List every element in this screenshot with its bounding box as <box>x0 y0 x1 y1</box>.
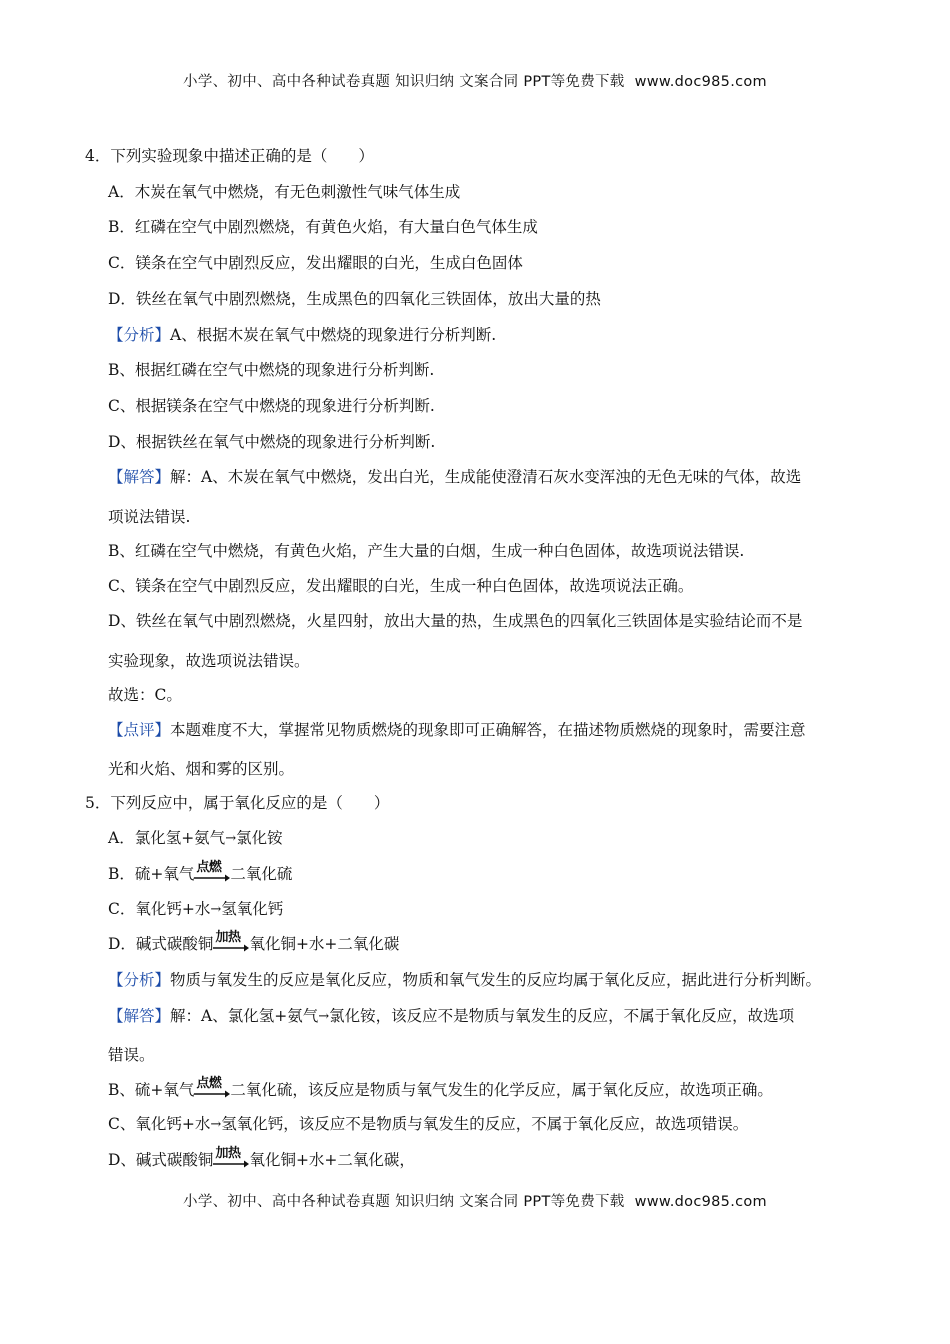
footer-text: 小学、初中、高中各种试卷真题 知识归纳 文案合同 PPT等免费下载 <box>183 1194 625 1210</box>
q4-option-a: A．木炭在氧气中燃烧，有无色刺激性气味气体生成 <box>108 183 461 201</box>
q4-answer-6: 实验现象，故选项说法错误。 <box>108 652 310 670</box>
q5-option-a <box>108 828 283 849</box>
long-arrow-icon <box>194 872 230 884</box>
q4-analysis-b: B、根据红磷在空气中燃烧的现象进行分析判断. <box>108 361 435 379</box>
q5-stem: 5．下列反应中，属于氧化反应的是（ ） <box>85 794 390 812</box>
arrow-icon: → <box>210 1117 222 1132</box>
q5-analysis: 物质与氧发生的反应是氧化反应，物质和氧气发生的反应均属于氧化反应，据此进行分析判断。 <box>170 971 822 989</box>
q5-answer-a-left: 解：A、氯化氢+氨气 <box>170 1007 319 1025</box>
page-footer <box>0 1190 950 1211</box>
q4-answer-line <box>108 467 801 487</box>
analysis-tag: 【分析】 <box>108 326 171 344</box>
q5-answer-d <box>108 1146 415 1170</box>
q4-comment-line <box>108 720 806 740</box>
analysis-tag: 【分析】 <box>108 971 171 989</box>
q5-option-a-left: A．氯化氢+氨气 <box>108 829 226 847</box>
long-arrow-icon <box>213 942 249 954</box>
q4-answer-1: 解：A、木炭在氧气中燃烧，发出白光，生成能使澄清石灰水变浑浊的无色无味的气体，故选 <box>170 468 802 486</box>
q4-answer-5: D、铁丝在氧气中剧烈燃烧，火星四射，放出大量的热，生成黑色的四氧化三铁固体是实验结论而不是 <box>108 612 803 630</box>
ignite-arrow <box>194 1076 230 1100</box>
answer-tag: 【解答】 <box>108 468 171 486</box>
q5-option-d-left: D．碱式碳酸铜 <box>108 935 214 953</box>
q5-option-b-right: 二氧化硫 <box>230 865 293 883</box>
ignite-condition: 点燃 <box>196 1076 222 1091</box>
q4-analysis-a: A、根据木炭在氧气中燃烧的现象进行分析判断. <box>170 326 497 344</box>
heat-arrow <box>213 930 249 954</box>
q5-answer-d-right: 氧化铜+水+二氧化碳， <box>249 1151 415 1169</box>
q4-answer-2: 项说法错误. <box>108 508 191 526</box>
q5-option-a-right: 氯化铵 <box>236 829 283 847</box>
heat-condition: 加热 <box>215 1146 241 1161</box>
q5-answer-a-cont: 错误。 <box>108 1046 155 1064</box>
q4-comment-2: 光和火焰、烟和雾的区别。 <box>108 760 295 778</box>
q5-option-c-left: C．氧化钙+水 <box>108 900 211 918</box>
ignite-condition: 点燃 <box>196 860 222 875</box>
q5-answer-line <box>108 1006 794 1027</box>
q4-option-b: B．红磷在空气中剧烈燃烧，有黄色火焰，有大量白色气体生成 <box>108 218 538 236</box>
q4-option-d: D．铁丝在氧气中剧烈燃烧，生成黑色的四氧化三铁固体，放出大量的热 <box>108 290 601 308</box>
q5-option-d <box>108 930 400 954</box>
heat-condition: 加热 <box>215 930 241 945</box>
q5-option-c <box>108 899 283 920</box>
arrow-icon: → <box>210 902 222 917</box>
q5-option-b <box>108 860 293 884</box>
ignite-arrow <box>194 860 230 884</box>
q5-answer-d-left: D、碱式碳酸铜 <box>108 1151 214 1169</box>
q4-analysis-c: C、根据镁条在空气中燃烧的现象进行分析判断. <box>108 397 435 415</box>
long-arrow-icon <box>194 1088 230 1100</box>
q5-answer-b-right: 二氧化硫，该反应是物质与氧气发生的化学反应，属于氧化反应，故选项正确。 <box>230 1081 773 1099</box>
arrow-icon: → <box>225 831 237 846</box>
comment-tag: 【点评】 <box>108 721 171 739</box>
arrow-icon: → <box>318 1009 330 1024</box>
long-arrow-icon <box>213 1158 249 1170</box>
footer-url[interactable]: www.doc985.com <box>634 1194 767 1210</box>
q4-answer-3: B、红磷在空气中燃烧，有黄色火焰，产生大量的白烟，生成一种白色固体，故选项说法错误. <box>108 542 745 560</box>
answer-tag: 【解答】 <box>108 1007 171 1025</box>
q4-comment-1: 本题难度不大，掌握常见物质燃烧的现象即可正确解答，在描述物质燃烧的现象时，需要注意 <box>170 721 806 739</box>
q5-option-b-left: B．硫+氧气 <box>108 865 195 883</box>
heat-arrow <box>213 1146 249 1170</box>
q4-analysis-d: D、根据铁丝在氧气中燃烧的现象进行分析判断. <box>108 433 436 451</box>
q4-answer-4: C、镁条在空气中剧烈反应，发出耀眼的白光，生成一种白色固体，故选项说法正确。 <box>108 577 694 595</box>
q5-answer-c-right: 氢氧化钙，该反应不是物质与氧发生的反应，不属于氧化反应，故选项错误。 <box>221 1115 749 1133</box>
q4-option-c: C．镁条在空气中剧烈反应，发出耀眼的白光，生成白色固体 <box>108 254 523 272</box>
q5-answer-a-right: 氯化铵，该反应不是物质与氧发生的反应，不属于氧化反应，故选项 <box>329 1007 795 1025</box>
q4-analysis-line <box>108 325 496 345</box>
q5-option-d-right: 氧化铜+水+二氧化碳 <box>249 935 400 953</box>
q4-answer-7: 故选：C。 <box>108 686 182 704</box>
q5-option-c-right: 氢氧化钙 <box>221 900 284 918</box>
q5-answer-b-left: B、硫+氧气 <box>108 1081 195 1099</box>
q5-answer-c <box>108 1114 748 1135</box>
q5-analysis-line <box>108 970 821 990</box>
header-url[interactable]: www.doc985.com <box>634 74 767 90</box>
header-text: 小学、初中、高中各种试卷真题 知识归纳 文案合同 PPT等免费下载 <box>183 74 625 90</box>
q5-answer-b <box>108 1076 773 1100</box>
page-header <box>0 70 950 91</box>
q4-stem: 4．下列实验现象中描述正确的是（ ） <box>85 147 374 165</box>
q5-answer-c-left: C、氧化钙+水 <box>108 1115 211 1133</box>
